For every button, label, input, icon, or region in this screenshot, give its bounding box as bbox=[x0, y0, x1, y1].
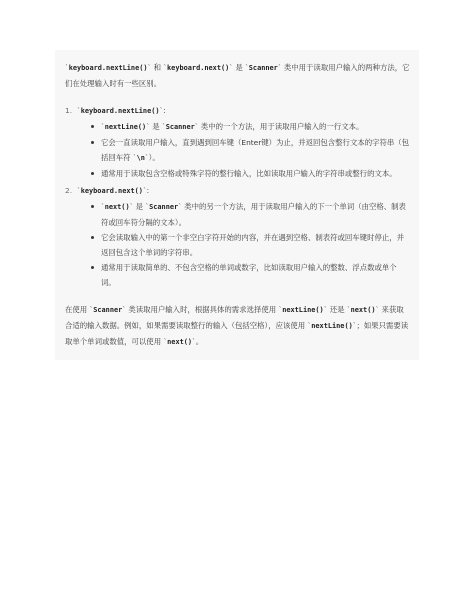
inline-code: nextLine() bbox=[104, 123, 147, 131]
inline-code: keyboard.next() bbox=[80, 187, 143, 195]
inline-code: Scanner bbox=[248, 64, 278, 72]
bullet-dot bbox=[91, 172, 94, 175]
inline-code: next() bbox=[350, 306, 376, 314]
bullet-item: `next()` 是 `Scanner` 类中的另一个方法，用于读取用户输入的下一个单词（由空格、制表符或回车符分隔的文本）。 bbox=[89, 199, 411, 230]
bullet-dot bbox=[91, 141, 94, 144]
method-title: `keyboard.nextLine()`: bbox=[77, 106, 166, 115]
method-item-nextline bbox=[65, 103, 411, 181]
bullet-dot bbox=[91, 125, 94, 128]
intro-text: 和 bbox=[151, 63, 164, 72]
inline-code: next() bbox=[104, 203, 130, 211]
inline-code: next() bbox=[167, 338, 193, 346]
inline-code: keyboard.nextLine() bbox=[80, 107, 160, 115]
bullet-dot bbox=[91, 236, 94, 239]
inline-code: Scanner bbox=[93, 306, 123, 314]
inline-code: \n bbox=[136, 154, 145, 162]
bullet-list bbox=[77, 199, 411, 290]
method-list bbox=[65, 103, 411, 290]
list-number: 1. bbox=[65, 106, 73, 115]
inline-code: Scanner bbox=[165, 123, 195, 131]
list-number: 2. bbox=[65, 186, 73, 195]
intro-paragraph: `keyboard.nextLine()` 和 `keyboard.next()` 是 `Scanner` 类中用于读取用户输入的两种方法，它们在处理输入时有一些区别。 bbox=[65, 63, 410, 88]
inline-code: Scanner bbox=[149, 203, 179, 211]
method-title: `keyboard.next()`: bbox=[77, 186, 150, 195]
answer-panel bbox=[55, 50, 419, 360]
bullet-dot bbox=[91, 205, 94, 208]
intro-text: 类中用于读取用户输入的两种方法，它们在处理输入时有一些区别。 bbox=[65, 63, 410, 88]
bullet-item: 通常用于读取简单的、不包含空格的单词或数字，比如读取用户输入的整数、浮点数或单个词。 bbox=[89, 260, 411, 290]
inline-code: keyboard.nextLine() bbox=[68, 64, 148, 72]
intro-text: 是 bbox=[232, 63, 246, 72]
bullet-dot bbox=[91, 266, 94, 269]
outro-paragraph: 在使用 `Scanner` 类读取用户输入时，根据具体的需求选择使用 `nextLine()` 还是 `next()` 来获取合适的输入数据。例如，如果需要读取整行的输入（包括空格），应该使用 `nextLine()`；如果只需要读取单个单词或数值，可以使用 `next()`。 bbox=[65, 305, 409, 346]
inline-code: nextLine() bbox=[282, 306, 324, 314]
inline-code: nextLine() bbox=[311, 322, 353, 330]
method-item-next bbox=[65, 183, 411, 290]
bullet-list bbox=[77, 119, 411, 181]
inline-code: keyboard.next() bbox=[167, 64, 230, 72]
bullet-item: 通常用于读取包含空格或特殊字符的整行输入，比如读取用户输入的字符串或整行的文本。 bbox=[89, 166, 411, 181]
bullet-item: 它会读取输入中的第一个非空白字符开始的内容，并在遇到空格、制表符或回车键时停止，并返回包含这个单词的字符串。 bbox=[89, 230, 411, 260]
bullet-item: 它会一直读取用户输入，直到遇到回车键（Enter键）为止，并返回包含整行文本的字符串（包括回车符 `\n`）。 bbox=[89, 135, 411, 166]
bullet-item: `nextLine()` 是 `Scanner` 类中的一个方法，用于读取用户输入的一行文本。 bbox=[89, 119, 411, 135]
